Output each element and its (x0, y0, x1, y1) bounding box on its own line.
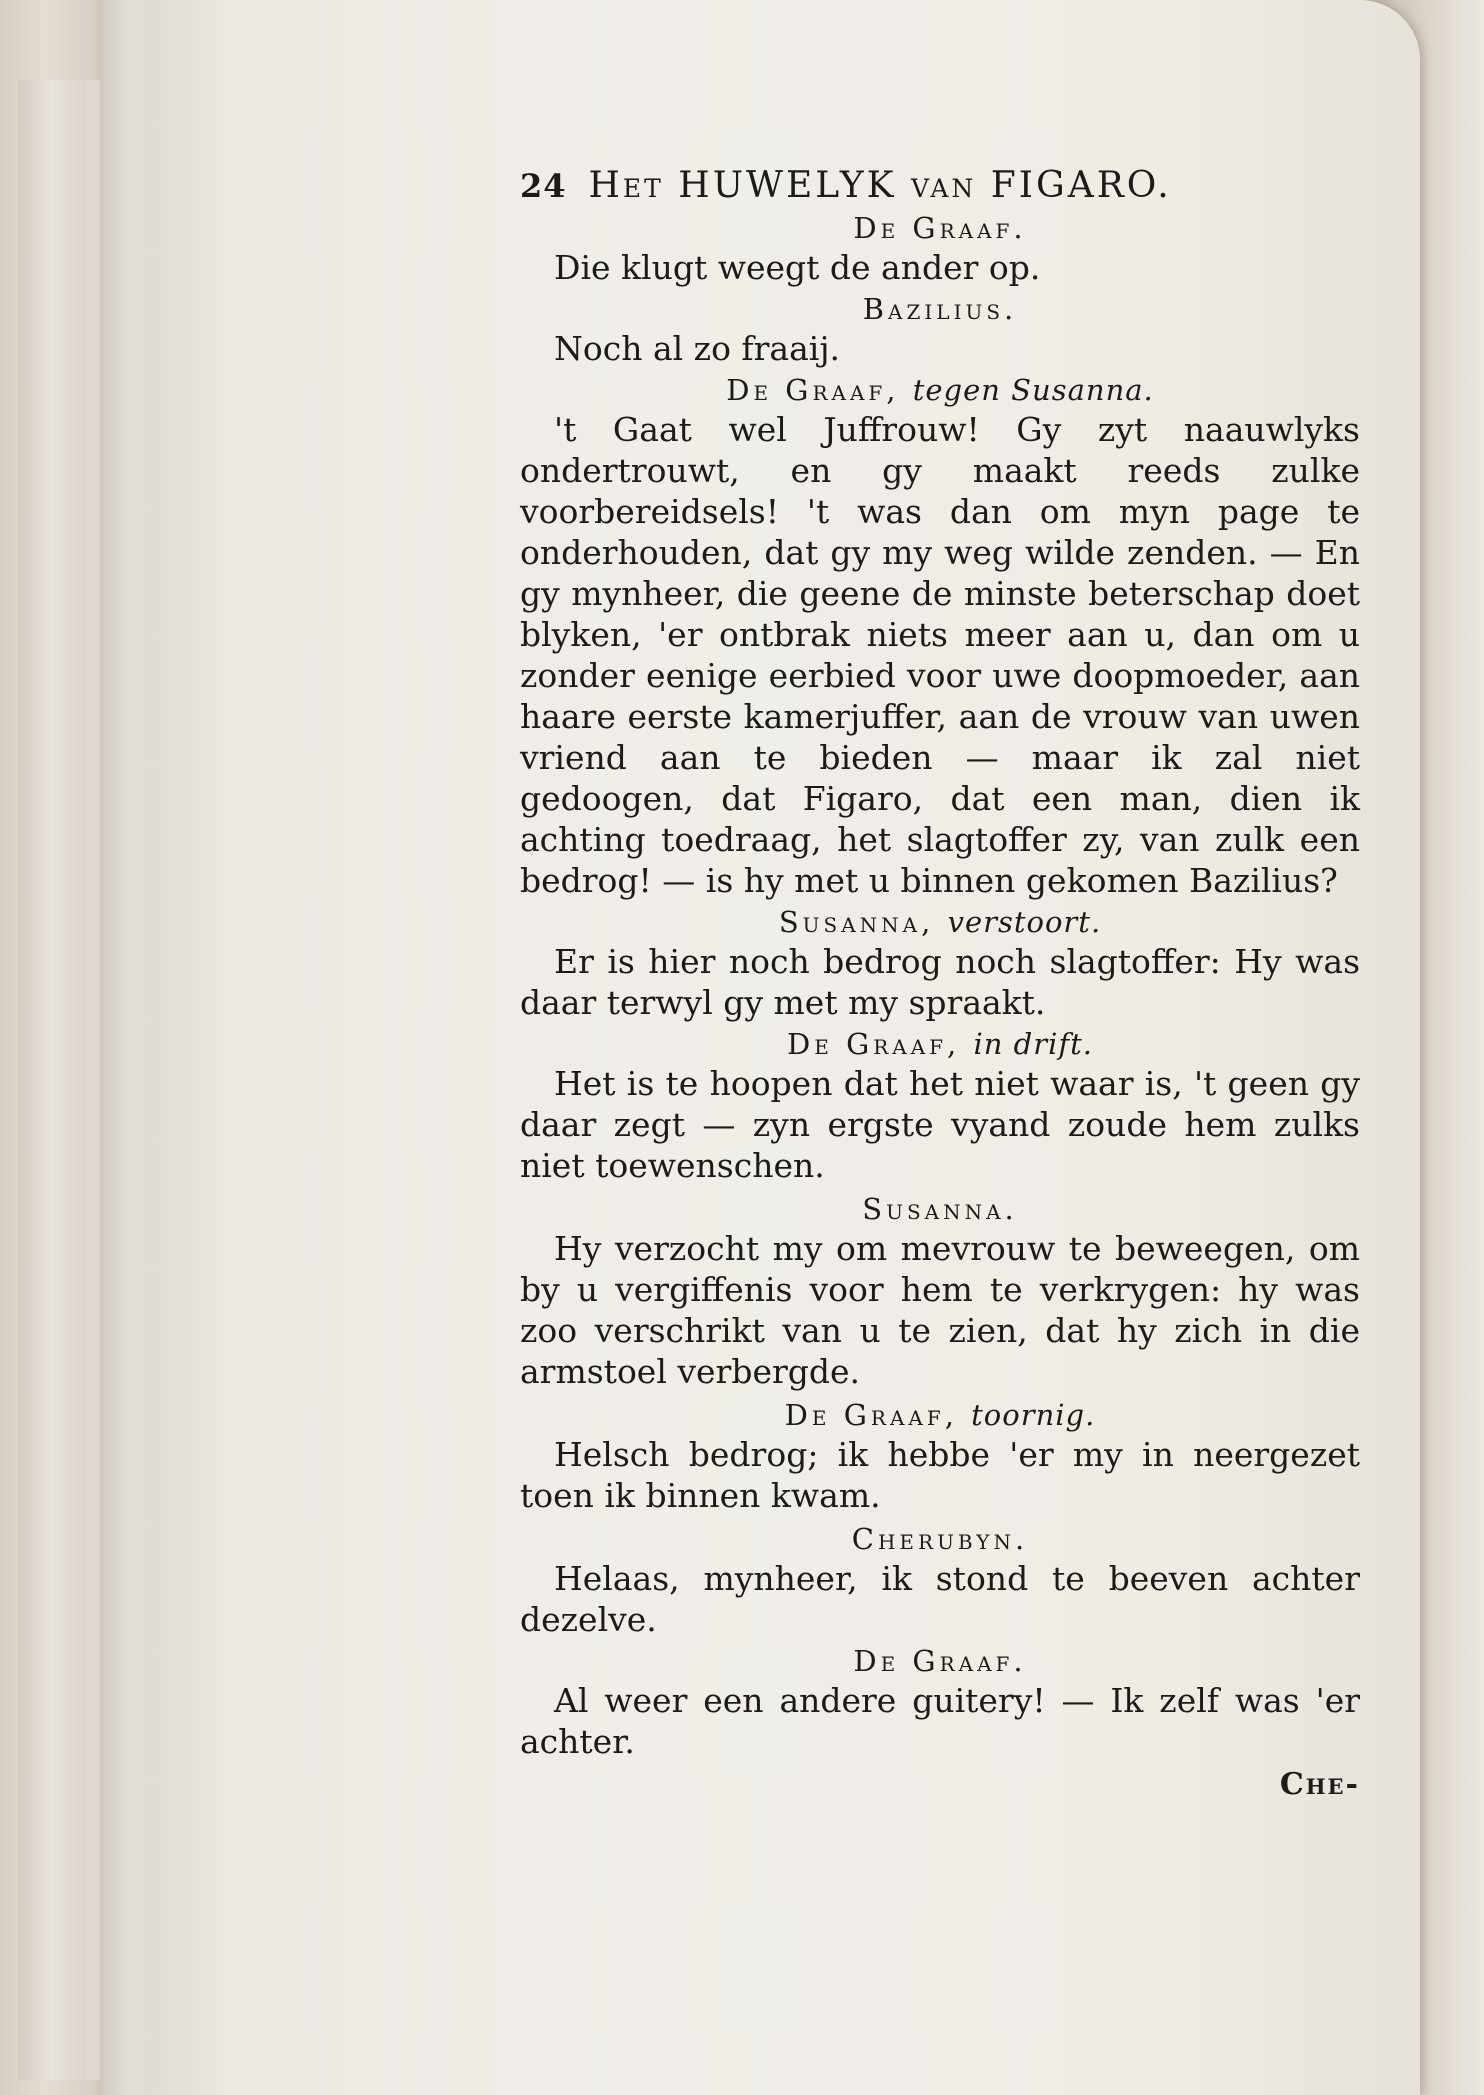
stage-direction: toornig. (971, 1398, 1096, 1432)
dialogue-block (520, 1190, 1360, 1392)
page-text (520, 165, 1360, 1805)
dialogue-block (520, 1025, 1360, 1186)
page-number: 24 (520, 167, 567, 205)
speech-text: Helsch bedrog; ik hebbe 'er my in neergezet toen ik binnen kwam. (520, 1435, 1360, 1515)
speech-text: Het is te hoopen dat het niet waar is, 't geen gy daar zegt — zyn ergste vyand zoude hem zulks niet toewenschen. (520, 1064, 1360, 1185)
speaker-name: Susanna, verstoort. (778, 905, 1102, 939)
speaker-name: De Graaf, tegen Susanna. (726, 373, 1154, 407)
dialogue-block (520, 209, 1360, 288)
page-gutter (100, 0, 160, 2095)
speech-text: Die klugt weegt de ander op. (554, 248, 1041, 287)
speech-text: Noch al zo fraaij. (554, 329, 841, 368)
speaker-name: De Graaf, in drift. (787, 1027, 1093, 1061)
dialogue-block (520, 290, 1360, 369)
speech-text: Er is hier noch bedrog noch slagtoffer: Hy was daar terwyl gy met my spraakt. (520, 942, 1360, 1022)
speaker-name: Cherubyn. (851, 1522, 1029, 1556)
speaker-name: Bazilius. (862, 292, 1018, 326)
stage-direction: tegen Susanna. (912, 373, 1154, 407)
stage-direction: verstoort. (947, 905, 1102, 939)
speaker-name: De Graaf. (853, 211, 1027, 245)
speaker-name: De Graaf, toornig. (784, 1398, 1096, 1432)
dialogue-block (520, 1520, 1360, 1640)
speech-text: Helaas, mynheer, ik stond te beeven achter dezelve. (520, 1559, 1360, 1639)
dialogue-block (520, 1396, 1360, 1516)
dialogue-block (520, 371, 1360, 901)
running-header (520, 165, 1360, 207)
stage-direction: in drift. (973, 1027, 1093, 1061)
speech-text: 't Gaat wel Juffrouw! Gy zyt naauwlyks ondertrouwt, en gy maakt reeds zulke voorbereidsels! 't was dan om myn page te onderhouden, dat gy my weg wilde zenden. — En gy mynheer, die geene de minste beterschap doet blyken, 'er ontbrak niets meer aan u, dan om u zonder eenige eerbied voor uwe doopmoeder, aan haare eerste kamerjuffer, aan de vrouw van uwen vriend aan te bieden — maar ik zal niet gedoogen, dat Figaro, dat een man, dien ik achting toedraag, het slagtoffer zy, van zulk een bedrog! — is hy met u binnen gekomen Bazilius? (520, 410, 1360, 900)
catchword: Che- (1279, 1767, 1360, 1802)
dialogue-block (520, 903, 1360, 1023)
dialogue-block (520, 1642, 1360, 1762)
running-title: Het HUWELYK van FIGARO. (588, 165, 1172, 206)
speech-text: Hy verzocht my om mevrouw te beweegen, om by u vergiffenis voor hem te verkrygen: hy was zoo verschrikt van u te zien, dat hy zich in die armstoel verbergde. (520, 1229, 1360, 1391)
speaker-name: De Graaf. (853, 1644, 1027, 1678)
speaker-name: Susanna. (862, 1192, 1018, 1226)
speech-text: Al weer een andere guitery! — Ik zelf was 'er achter. (520, 1681, 1360, 1761)
